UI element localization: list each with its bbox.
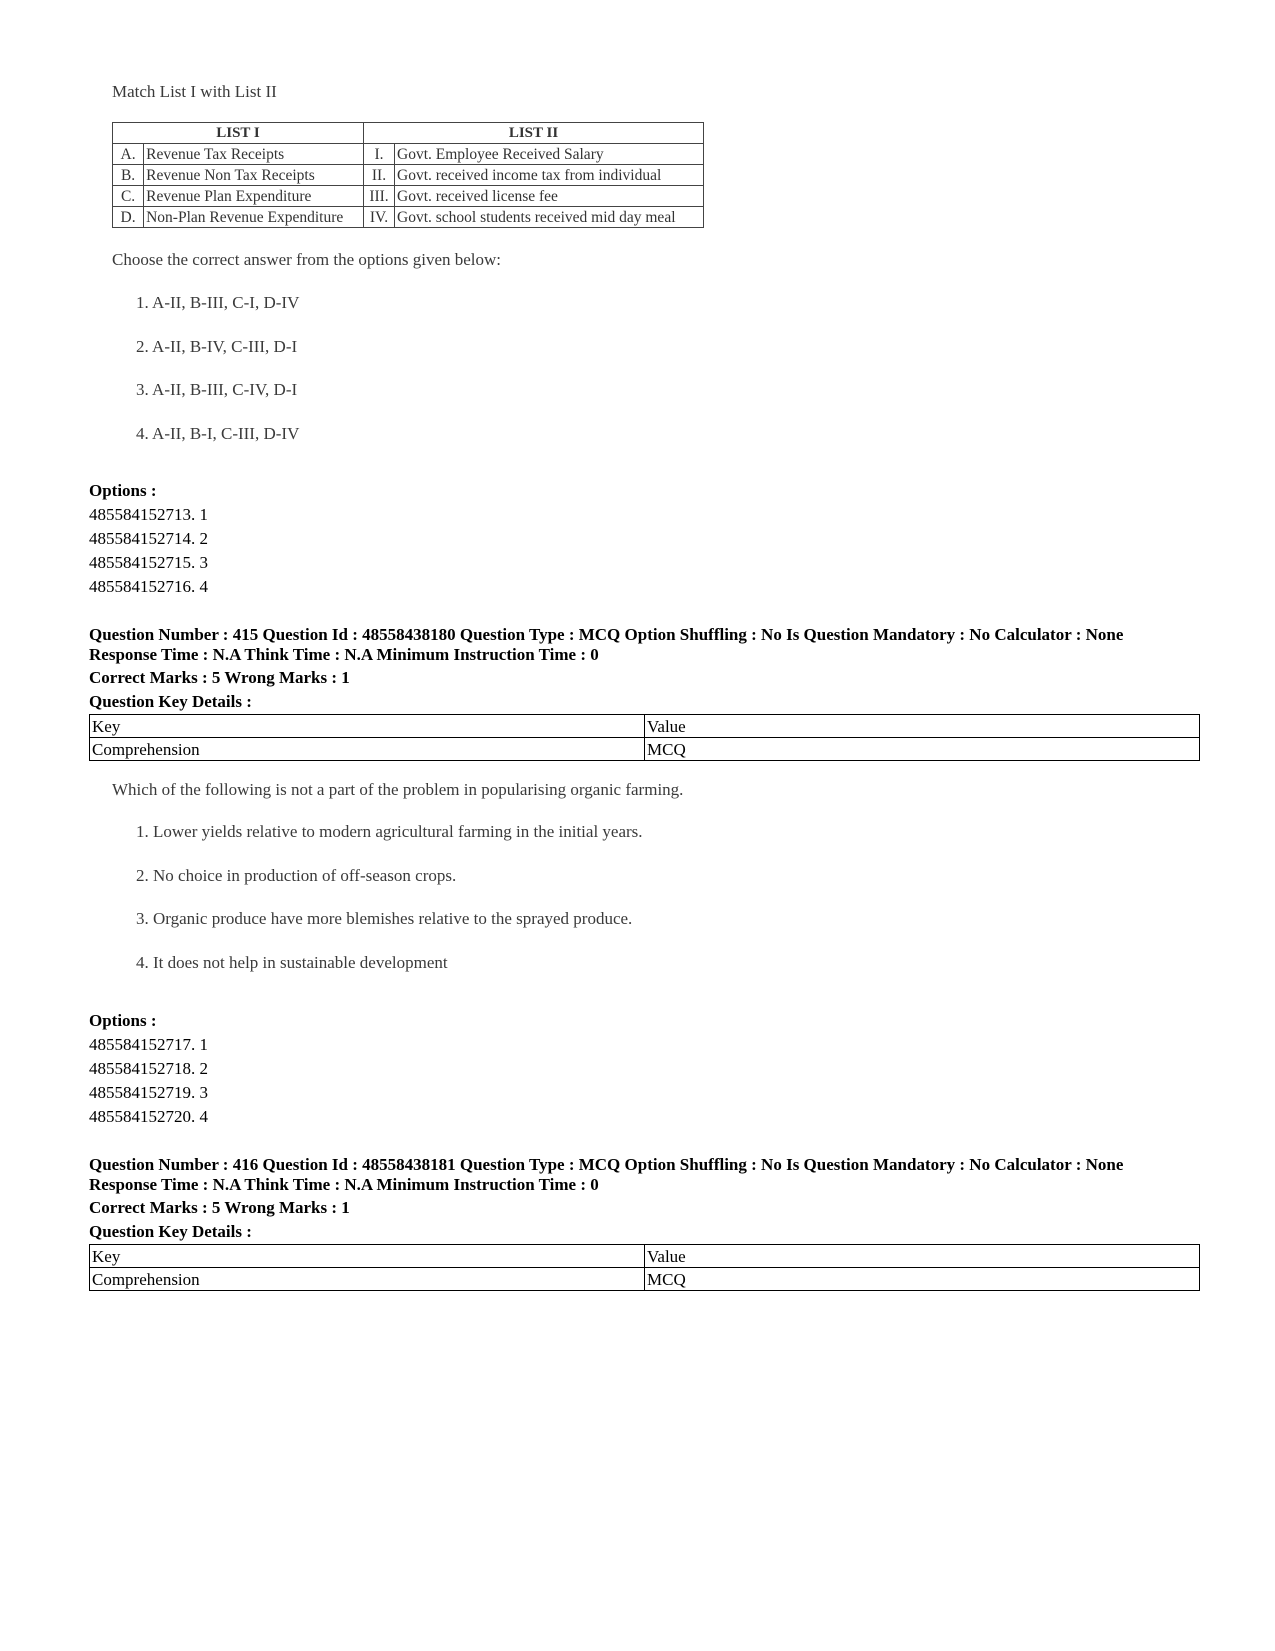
match-choice-1: 1. A-II, B-III, C-I, D-IV xyxy=(136,293,300,312)
list-1-item: Non-Plan Revenue Expenditure xyxy=(144,207,364,228)
question-meta-line-2: Response Time : N.A Think Time : N.A Minimum Instruction Time : 0 xyxy=(89,1175,599,1194)
key-cell: Comprehension xyxy=(90,738,645,761)
option-item: 485584152713. 1 xyxy=(89,505,208,524)
match-choice-3: 3. A-II, B-III, C-IV, D-I xyxy=(136,380,298,399)
option-item: 485584152715. 3 xyxy=(89,553,208,572)
value-header: Value xyxy=(645,715,1200,738)
value-cell: MCQ xyxy=(645,1268,1200,1291)
key-table-header-row xyxy=(90,1245,1200,1268)
list-2-numeral: I. xyxy=(364,144,395,165)
list-2-item: Govt. received income tax from individual xyxy=(395,165,704,186)
question-marks: Correct Marks : 5 Wrong Marks : 1 xyxy=(89,1198,350,1217)
question-key-table xyxy=(89,1244,1200,1291)
list-1-letter: C. xyxy=(113,186,144,207)
list-2-numeral: II. xyxy=(364,165,395,186)
list-2-item: Govt. Employee Received Salary xyxy=(395,144,704,165)
match-list-row xyxy=(113,207,704,228)
key-header: Key xyxy=(90,1245,645,1268)
key-cell: Comprehension xyxy=(90,1268,645,1291)
question-key-details-label: Question Key Details : xyxy=(89,1222,252,1241)
option-item: 485584152716. 4 xyxy=(89,577,208,596)
question-meta-line-1: Question Number : 416 Question Id : 48558438181 Question Type : MCQ Option Shuffling : No Is Question Mandatory : No Calculator : None xyxy=(89,1155,1124,1174)
question-meta xyxy=(89,1155,1123,1195)
list-1-item: Revenue Non Tax Receipts xyxy=(144,165,364,186)
match-instruction: Match List I with List II xyxy=(112,82,277,101)
match-list-row xyxy=(113,186,704,207)
list-1-header: LIST I xyxy=(113,123,364,144)
value-header: Value xyxy=(645,1245,1200,1268)
question-choice-2: 2. No choice in production of off-season crops. xyxy=(136,866,457,885)
value-cell: MCQ xyxy=(645,738,1200,761)
list-1-letter: D. xyxy=(113,207,144,228)
options-block xyxy=(89,1009,208,1129)
match-prompt: Choose the correct answer from the options given below: xyxy=(112,250,502,269)
question-meta-line-2: Response Time : N.A Think Time : N.A Minimum Instruction Time : 0 xyxy=(89,645,599,664)
key-table-header-row xyxy=(90,715,1200,738)
option-item: 485584152719. 3 xyxy=(89,1083,208,1102)
match-list-header-row xyxy=(113,123,704,144)
option-item: 485584152720. 4 xyxy=(89,1107,208,1126)
key-table-row xyxy=(90,738,1200,761)
list-2-header: LIST II xyxy=(364,123,704,144)
options-label: Options : xyxy=(89,1011,157,1030)
list-2-numeral: IV. xyxy=(364,207,395,228)
question-meta xyxy=(89,625,1123,665)
option-item: 485584152714. 2 xyxy=(89,529,208,548)
list-2-item: Govt. received license fee xyxy=(395,186,704,207)
question-meta-line-1: Question Number : 415 Question Id : 48558438180 Question Type : MCQ Option Shuffling : No Is Question Mandatory : No Calculator : None xyxy=(89,625,1124,644)
question-key-details-label: Question Key Details : xyxy=(89,692,252,711)
list-1-letter: A. xyxy=(113,144,144,165)
list-1-item: Revenue Plan Expenditure xyxy=(144,186,364,207)
question-choice-1: 1. Lower yields relative to modern agricultural farming in the initial years. xyxy=(136,822,643,841)
question-choice-4: 4. It does not help in sustainable development xyxy=(136,953,448,972)
list-2-item: Govt. school students received mid day meal xyxy=(395,207,704,228)
question-key-table xyxy=(89,714,1200,761)
question-marks: Correct Marks : 5 Wrong Marks : 1 xyxy=(89,668,350,687)
option-item: 485584152717. 1 xyxy=(89,1035,208,1054)
option-item: 485584152718. 2 xyxy=(89,1059,208,1078)
list-1-letter: B. xyxy=(113,165,144,186)
question-choice-3: 3. Organic produce have more blemishes relative to the sprayed produce. xyxy=(136,909,633,928)
question-text: Which of the following is not a part of the problem in popularising organic farming. xyxy=(112,780,684,799)
list-2-numeral: III. xyxy=(364,186,395,207)
match-choice-2: 2. A-II, B-IV, C-III, D-I xyxy=(136,337,298,356)
match-list-row xyxy=(113,144,704,165)
key-table-row xyxy=(90,1268,1200,1291)
options-block xyxy=(89,479,208,599)
match-choice-4: 4. A-II, B-I, C-III, D-IV xyxy=(136,424,300,443)
match-list-row xyxy=(113,165,704,186)
options-label: Options : xyxy=(89,481,157,500)
key-header: Key xyxy=(90,715,645,738)
list-1-item: Revenue Tax Receipts xyxy=(144,144,364,165)
match-list-table xyxy=(112,122,704,228)
